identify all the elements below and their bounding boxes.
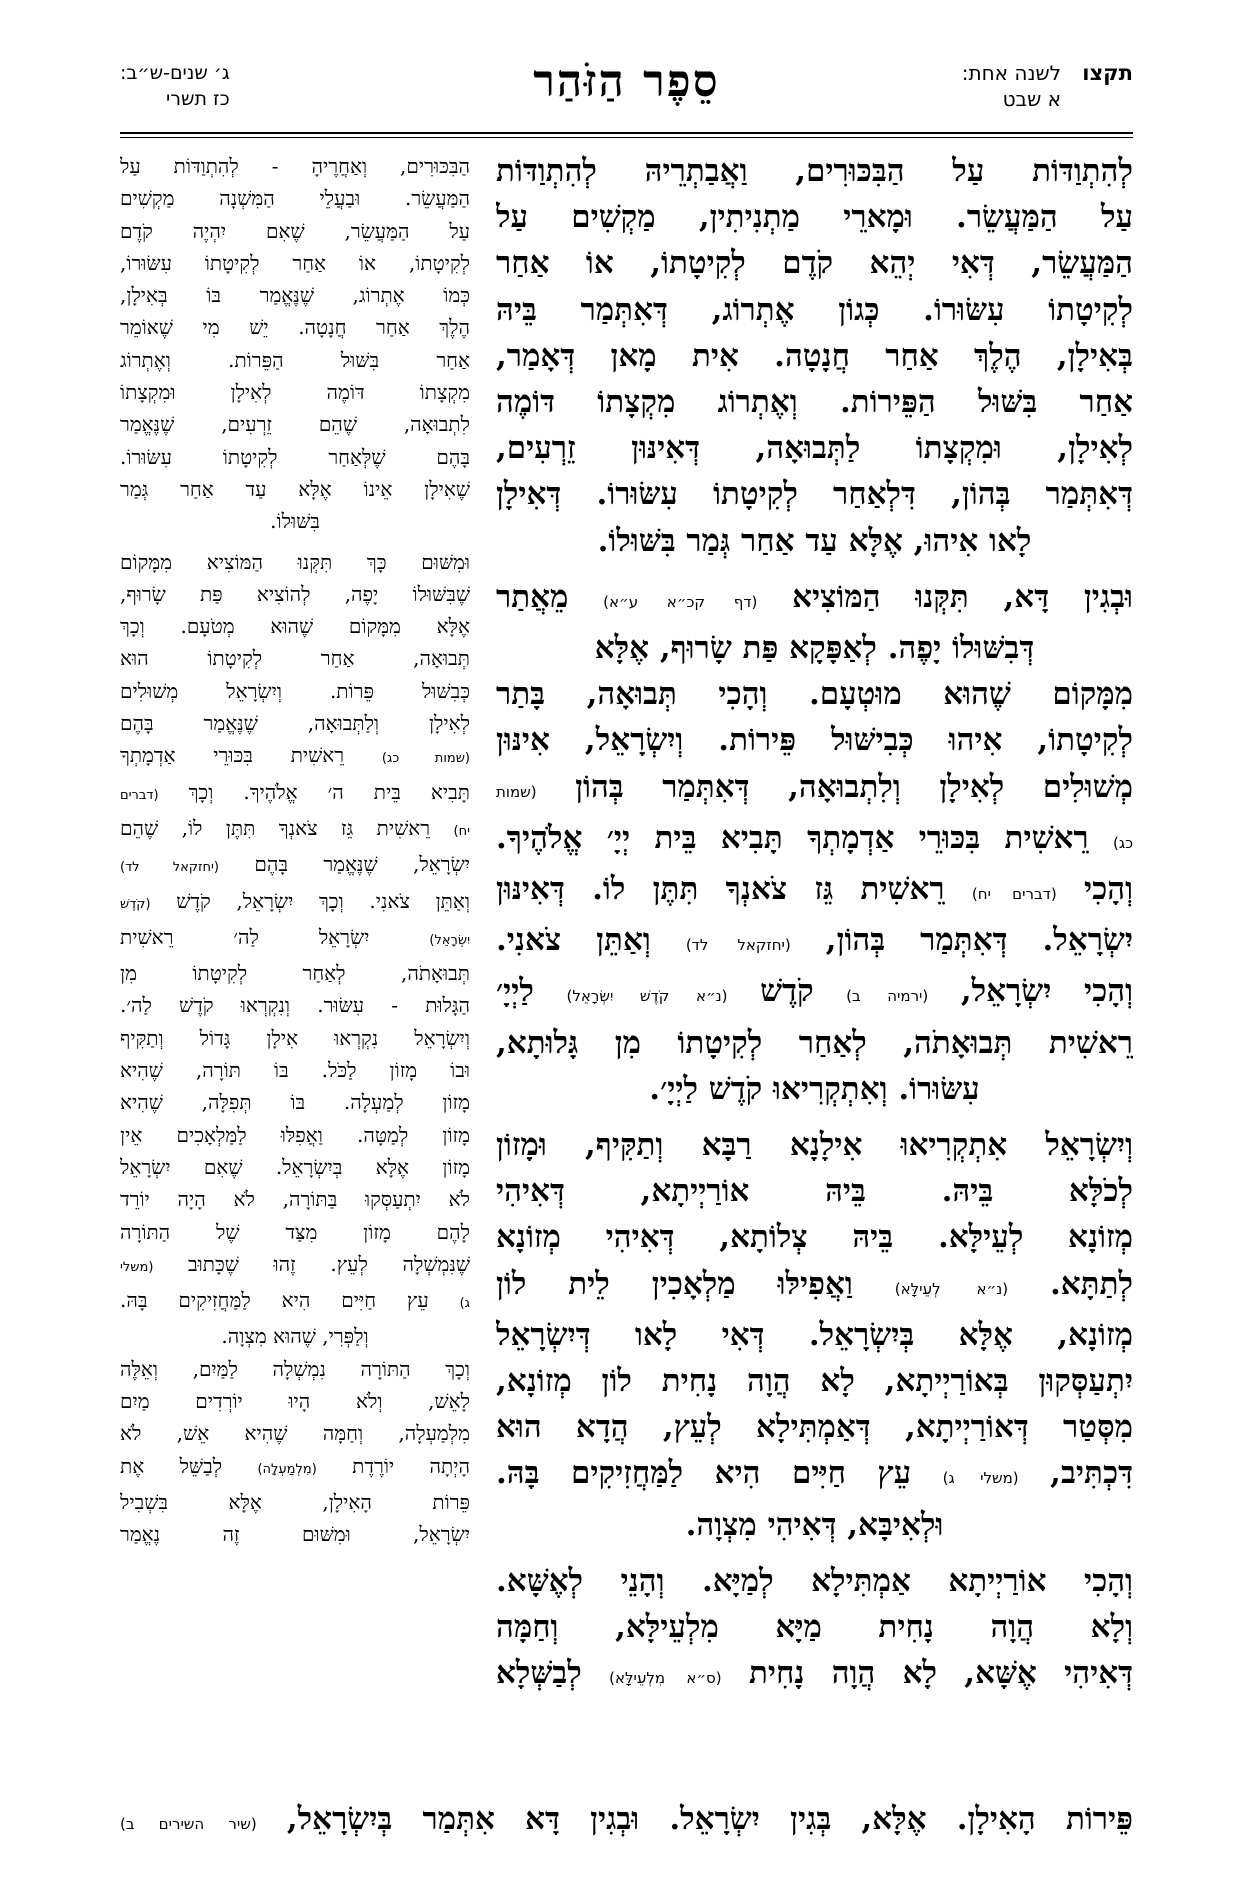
side-line: אֶלָּא מִמָּקוֹם שֶׁהוּא מְטֹעָם. וְכָךְ [120,614,470,639]
side-line: לָאֵשׁ, וְלֹא הָיוּ יוֹרְדִים מַיִם [120,1388,470,1413]
side-line: וּמִשּׁוּם כָּךְ תִּקְּנוּ הַמּוֹצִיא מִמָּקוֹם [120,549,470,574]
side-line: לָהֶם מָזוֹן מִצַּד שֶׁל הַתּוֹרָה [120,1219,470,1244]
side-text: יִשְׂרָאֵל לַה׳ רֵאשִׁית [120,924,370,949]
side-line: לְקִיטָתוֹ, אוֹ אַחַר לְקִיטָתוֹ עִשּׂוּרוֹ, [120,250,470,275]
side-text: וְאַתֵּן צֹאנִי. וְכָךְ יִשְׂרָאֵל, קֹדֶשׁ [176,888,470,913]
side-text: שֶׁנִּמְשְׁלָה לְעֵץ. זֶהוּ שֶׁכָּתוּב [188,1251,470,1276]
verse-source: (דברים [120,787,159,803]
variant-reading: (ס״א מִלְעֵילָּא) [609,1669,722,1688]
side-line: תְּבוּאָתֹה, לְאַחַר לְקִיטָתוֹ מִן [120,961,470,986]
side-text: תָּבִיא בֵּית ה׳ אֱלֹהֶיךָ. וְכָךְ [188,779,470,804]
side-line: מִקְצָתוֹ דּוֹמֶה לְאִילָן וּמִקְצָתוֹ [120,380,470,405]
side-line [120,1450,470,1486]
main-text: מֵאֲתַר [496,578,569,615]
main-line: מִמָּקוֹם שֶׁהוּא מוּטְעָם. וְהָכִי תְּבוּאָה, בָּתַר [496,676,1133,713]
full-width-bottom-line [120,1796,1133,1847]
main-text: וַאֲפִילּוּ מַלְאָכִין לֵית לוֹן [496,1265,853,1302]
main-text: דִּכְתִּיב, [1050,1455,1133,1492]
main-text: רֵאשִׁית גֵּז צֹאנְךָ תִּתֶּן לוֹ. דְּאִינּוּן [496,871,945,908]
side-text: עֵץ חַיִּים הִיא לַמַּחֲזִיקִים בָּהּ. [120,1288,429,1313]
side-line: יִשְׂרָאֵל, וּמִשּׁוּם זֶה נֶאֱמַר [120,1522,470,1547]
side-line [120,921,470,957]
main-text: לְתַתָּא. [1049,1265,1133,1302]
side-line: אַחַר בִּשּׁוּל הַפֵּרוֹת. וְאֶתְרוֹג [120,347,470,372]
verse-source: כג) [1113,833,1133,852]
main-text: מְשׁוּלִים לְאִילָן וְלִתְבוּאָה, דְּאִתְּמַר בְּהוֹן [575,768,1133,805]
main-line: מְזוֹנָא, אֶלָּא בְּיִשְׂרָאֵל. דְּאִי לָאו דְּיִשְׂרָאֵל [496,1316,1133,1353]
main-line: וּלְאִיבָּא, דְּאִיהִי מִצְוָה. [685,1506,944,1543]
variant-reading: (מִלְמַעְלָה) [257,1461,317,1477]
side-line [120,812,470,848]
main-line: מְזוֹנָא לְעֵילָּא. בֵּיהּ צְלוֹתָא, דְּאִיהִי מְזוֹנָא [496,1219,1133,1256]
main-line: יִתְעַסְּקוּן בְּאוֹרַיְיתָא, לָא הֲוָה נָחִית לוֹן מְזוֹנָא, [496,1363,1133,1400]
verse-source: (שיר השירים ב) [120,1815,257,1833]
main-text: יִשְׂרָאֵל. דְּאִתְּמַר בְּהוֹן, [825,922,1133,959]
translation-column [120,150,470,1800]
side-line: וְלַפְּרִי, שֶׁהוּא מִצְוָה. [221,1324,369,1349]
side-line: עַל הַמַּעֲשֵׂר, שֶׁאִם יִהְיֶה קֹדֶם [120,218,470,243]
main-line: לְקִיטָתוֹ, אִיהוּ כְּבִישּׁוּל פֵּירוֹת. וְיִשְׂרָאֵל, אִינּוּן [496,722,1133,759]
cycle-label: לשנה אחת: [961,61,1061,85]
verse-source: (דברים יח) [971,885,1057,904]
verse-source: ג) [459,1296,470,1312]
verse-source: (שמות כג) [381,751,470,767]
verse-source: (משלי [120,1259,154,1275]
variant-reading: (נ״א קֹדֶשׁ יִשְׂרָאֵל) [566,987,728,1006]
side-line: תְּבוּאָה, אַחַר לְקִיטָתוֹ הוּא [120,646,470,671]
side-text: רֵאשִׁית גֵּז צֹאנְךָ תִּתֶּן לוֹ, שֶׁהֵם [120,815,431,840]
verse-source: (יחזקאל לד) [120,860,219,876]
page-number: תקצו [1082,61,1133,85]
side-line: וּבוֹ מָזוֹן לַכֹּל. בּוֹ תּוֹרָה, שֶׁהִיא [120,1058,470,1083]
main-line: עִשּׂוּרוֹ. וְאִתְקְרִיאוּ קֹדֶשׁ לַיְיָ׳. [649,1070,980,1107]
main-line [496,917,1133,968]
main-text: קֹדֶשׁ [760,973,814,1010]
years-label: ג׳ שנים-ש״ב: [120,62,230,84]
main-line: לְכֹלָּא בֵּיהּ. בֵּיהּ אוֹרַיְיתָא, דְּאִיהִי [496,1173,1133,1210]
main-line: הַמַּעֲשֵׂר, דְּאִי יְהֵא קֹדֶם לְקִיטָתוֹ, אוֹ אַחַר [496,245,1133,282]
side-line: הֶלֶךְ אַחַר חֲנָטָה. יֵשׁ מִי שֶׁאוֹמֵר [120,315,470,340]
side-line: בָּהֶם שֶׁלְּאַחַר לְקִיטָתוֹ עִשּׂוּרוֹ. [120,444,470,469]
side-line: הַגָּלוּת - עִשּׂוּר. וְנִקְרְאוּ קֹדֶשׁ לַה׳. [120,993,470,1018]
side-text: יִשְׂרָאֵל, שֶׁנֶּאֱמַר בָּהֶם [254,852,470,877]
main-line: בְּאִילָן, הֶלֶךְ אַחַר חֲנָטָה. אִית מָאן דְּאָמַר, [496,337,1133,374]
side-text: הָיְתָה יוֹרֶדֶת [352,1453,470,1478]
side-line: לֹא יִתְעַסְּקוּ בַּתּוֹרָה, לֹא הָיָה יוֹרֵד [120,1187,470,1212]
side-line: כְּבִשּׁוּל פֵּרוֹת. וְיִשְׂרָאֵל מְשׁוּלִים [120,678,470,703]
variant-reading: (נ״א לְעֵילָּא) [894,1279,1009,1298]
main-text: לַיְיָ׳ [496,973,534,1010]
side-line [120,1284,470,1320]
main-text: פֵּירוֹת הָאִילָן. אֶלָּא, בְּגִין יִשְׂרָאֵל. וּבְגִין דָּא אִתְּמַר בְּיִשְׂרָאֵל, [286,1801,1133,1837]
main-line: עַל הַמַּעֲשֵׂר. וּמָארֵי מַתְנִיתִין, מַקְשִׁים עַל [496,199,1133,236]
side-line: כְּמוֹ אֶתְרוֹג, שֶׁנֶּאֱמַר בּוֹ בְּאִילָן, [120,283,470,308]
side-line: שֶׁבִּשּׁוּלוֹ יָפֶה, לְהוֹצִיא פַּת שָׂרוּף, [120,581,470,606]
variant-reading: יִשְׂרָאֵל) [429,932,470,948]
cycle-date: א שבט [1002,87,1061,111]
verse-source: (ירמיה ב) [846,987,929,1006]
main-line [496,1261,1133,1312]
main-text: וְהָכִי [1083,871,1133,908]
side-line [120,1248,470,1284]
side-text: לְבַשֵּׁל אֶת [120,1453,223,1478]
main-line [496,866,1133,917]
verse-source: יח) [453,823,470,839]
side-line: לִתְבוּאָה, שֶׁהֵם זֵרְעִים, שֶׁנֶּאֱמַר [120,412,470,437]
side-line: לְאִילָן וְלַתְּבוּאָה, שֶׁנֶּאֱמַר בָּהֶם [120,711,470,736]
main-line: לְאִילָן, וּמִקְצָתוֹ לַתְּבוּאָה, דְּאִינּוּן זֵרְעִים, [496,430,1133,467]
variant-reading: (קֹדֶשׁ [120,896,151,912]
side-line [120,776,470,812]
years-date: כז תשרי [166,88,230,110]
main-line: וְלָא הֲוָה נָחִית מַיָּא מִלְעֵילָּא, וְחַמָּה [496,1609,1133,1646]
main-line: לְהִתְוַדּוֹת עַל הַבִּכּוּרִים, וַאֲבַתְרֵיהּ לְהִתְוַדּוֹת [496,153,1133,189]
main-text: לְבַשְּׁלָא [496,1655,582,1692]
main-line: מִסְּטַר דְּאוֹרַיְיתָא, דְּאַמְתִּילָא לְעֵץ, הֲדָא הוּא [496,1409,1133,1446]
side-line: הַבִּכּוּרִים, וְאַחֲרֶיהָ - לְהִתְוַדּוֹת עַל [120,154,470,178]
main-text: רֵאשִׁית בִּכּוּרֵי אַדְמָתְךָ תָּבִיא בֵּית יְיָ׳ אֱלֹהֶיךָ. [496,819,1089,856]
main-line: וְיִשְׂרָאֵל אִתְקְרִיאוּ אִילָנָא רַבָּא וְתַקִּיף, וּמָזוֹן [496,1127,1133,1164]
page-reference: (דף קכ״א ע״א) [603,592,758,611]
side-line [120,739,470,775]
main-line: אַחַר בִּשּׁוּל הַפֵּירוֹת. וְאֶתְרוֹג מִקְצָתוֹ דּוֹמֶה [496,384,1133,421]
side-line [120,848,470,884]
main-text: וּבְגִין דָּא, תִּקְּנוּ הַמּוֹצִיא [792,578,1133,615]
side-line: וְכָךְ הַתּוֹרָה נִמְשְׁלָה לַמַּיִם, וְאֵלֶּה [120,1356,470,1381]
verse-source: (יחזקאל לד) [685,936,791,955]
side-text: רֵאשִׁית בִּכּוּרֵי אַדְמָתְךָ [120,743,345,768]
main-line [496,968,1133,1019]
main-line [496,1650,1133,1701]
main-line: דְּבִשּׁוּלוֹ יָפֶה. לְאַפָּקָא פַּת שָׂרוּף, אֶלָּא [594,630,1035,667]
side-line [120,885,470,921]
side-line: מָזוֹן לְמַטָּה. וַאֲפִלּוּ לַמַּלְאָכִים אֵין [120,1122,470,1147]
main-text: עֵץ חַיִּים הִיא לַמַּחֲזִיקִים בָּהּ. [496,1455,912,1492]
main-line [496,574,1133,625]
side-line: פֵּרוֹת הָאִילָן, אֶלָּא בִּשְׁבִיל [120,1489,470,1514]
main-line: וְהָכִי אוֹרַיְיתָא אַמְתִּילָא לְמַיָּא. וְהָנֵי לְאֶשָּׁא. [496,1562,1133,1599]
side-line: מָזוֹן אֶלָּא בְּיִשְׂרָאֵל. שֶׁאִם יִשְׂרָאֵל [120,1154,470,1179]
header-rule-thin [120,137,1133,138]
main-text: וְהָכִי יִשְׂרָאֵל, [960,973,1133,1010]
book-title: סֵפֶר הַזֹּהַר [533,56,720,107]
side-line: מָזוֹן לְמַעְלָה. בּוֹ תְּפִלָּה, שֶׁהִיא [120,1090,470,1115]
main-line: דְּאִתְּמַר בְּהוֹן, דִּלְאַחַר לְקִיטָתוֹ עִשּׂוּרוֹ. דְּאִילָן [496,476,1133,513]
main-line: רֵאשִׁית תְּבוּאָתֹה, לְאַחַר לְקִיטָתוֹ מִן גָּלוּתָא, [496,1024,1133,1061]
verse-source: (משלי ג) [942,1469,1019,1488]
main-text-column [496,148,1133,1803]
side-line: וְיִשְׂרָאֵל נִקְרְאוּ אִילָן גָּדוֹל וְתַקִּיף [120,1025,470,1050]
page-header [120,56,1133,126]
main-text: וְאַתֵּן צֹאנִי. [496,922,651,959]
side-line: בִּשּׁוּלוֹ. [270,509,320,534]
main-line [496,815,1133,866]
main-line [496,1450,1133,1501]
side-line: שֶׁאִילָן אֵינוֹ אֶלָּא עַד אַחַר גְּמַר [120,476,470,501]
daily-cycle-three-year [120,60,230,112]
main-line: לְקִיטָתוֹ עִשּׂוּרוֹ. כְּגוֹן אֶתְרוֹג, דְּאִתְּמַר בֵּיהּ [496,291,1133,328]
main-line [496,764,1133,815]
main-line: לָאו אִיהוּ, אֶלָּא עַד אַחַר גְּמַר בִּשּׁוּלוֹ. [597,522,1032,559]
verse-source: (שמות [496,782,537,801]
main-text: דְּאִיהִי אֶשָּׁא, לָא הֲוָה נָחִית [748,1655,1133,1692]
header-rule [120,132,1133,134]
side-line: הַמַּעֲשֵׂר. וּבַעֲלֵי הַמִּשְׁנָה מַקְשִׁים [120,186,470,211]
side-line: מִלְמַעְלָה, וְחַמָּה שֶׁהִיא אֵשׁ, לֹא [120,1421,470,1446]
